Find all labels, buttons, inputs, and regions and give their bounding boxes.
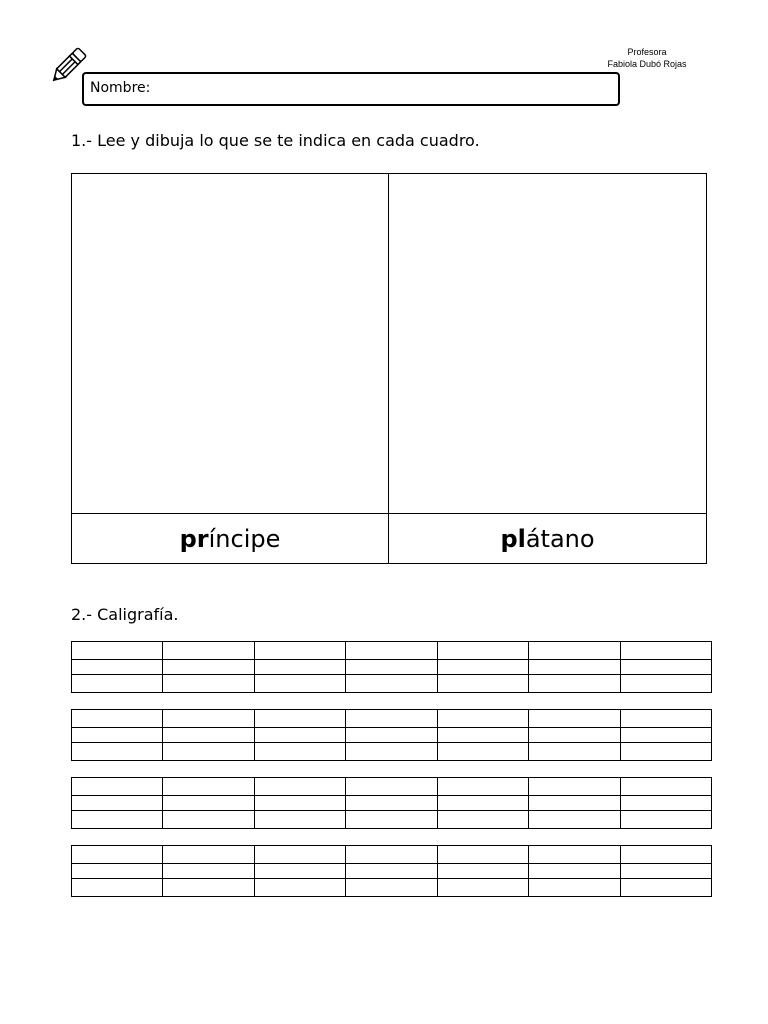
calligraphy-cell[interactable] (437, 879, 528, 897)
word-label-1 (72, 514, 389, 563)
calligraphy-cell[interactable] (72, 879, 163, 897)
calligraphy-row (72, 864, 712, 879)
word-syllable-1: pr (179, 524, 209, 553)
calligraphy-cell[interactable] (254, 796, 345, 811)
calligraphy-cell[interactable] (254, 743, 345, 761)
calligraphy-cell[interactable] (437, 796, 528, 811)
word-label-2 (389, 514, 706, 563)
calligraphy-cell[interactable] (163, 864, 254, 879)
calligraphy-row (72, 710, 712, 728)
calligraphy-cell[interactable] (254, 879, 345, 897)
calligraphy-cell[interactable] (529, 811, 620, 829)
calligraphy-grid (71, 845, 712, 897)
calligraphy-row (72, 728, 712, 743)
calligraphy-cell[interactable] (346, 675, 437, 693)
calligraphy-cell[interactable] (163, 710, 254, 728)
calligraphy-cell[interactable] (346, 796, 437, 811)
calligraphy-cell[interactable] (620, 879, 711, 897)
calligraphy-cell[interactable] (163, 846, 254, 864)
calligraphy-cell[interactable] (346, 811, 437, 829)
calligraphy-cell[interactable] (529, 846, 620, 864)
calligraphy-cell[interactable] (437, 710, 528, 728)
calligraphy-cell[interactable] (72, 660, 163, 675)
calligraphy-cell[interactable] (72, 743, 163, 761)
calligraphy-cell[interactable] (620, 864, 711, 879)
exercise2-instruction: 2.- Caligrafía. (71, 605, 179, 624)
calligraphy-cell[interactable] (529, 728, 620, 743)
calligraphy-cell[interactable] (72, 846, 163, 864)
calligraphy-row (72, 743, 712, 761)
calligraphy-row (72, 879, 712, 897)
calligraphy-grid (71, 777, 712, 829)
calligraphy-cell[interactable] (254, 846, 345, 864)
calligraphy-cell[interactable] (437, 728, 528, 743)
calligraphy-cell[interactable] (163, 675, 254, 693)
calligraphy-cell[interactable] (72, 811, 163, 829)
calligraphy-cell[interactable] (620, 710, 711, 728)
calligraphy-row (72, 660, 712, 675)
calligraphy-row (72, 778, 712, 796)
name-field[interactable] (82, 72, 620, 106)
calligraphy-cell[interactable] (163, 660, 254, 675)
calligraphy-cell[interactable] (72, 864, 163, 879)
drawing-table (71, 173, 707, 564)
calligraphy-cell[interactable] (254, 728, 345, 743)
calligraphy-cell[interactable] (163, 743, 254, 761)
calligraphy-cell[interactable] (346, 846, 437, 864)
calligraphy-row (72, 811, 712, 829)
calligraphy-cell[interactable] (529, 796, 620, 811)
calligraphy-cell[interactable] (529, 675, 620, 693)
calligraphy-cell[interactable] (620, 743, 711, 761)
teacher-name: Fabiola Dubó Rojas (607, 59, 687, 69)
drawing-box-2[interactable] (389, 174, 706, 514)
calligraphy-cell[interactable] (437, 811, 528, 829)
calligraphy-cell[interactable] (254, 660, 345, 675)
calligraphy-cell[interactable] (529, 743, 620, 761)
word-rest-2: átano (525, 524, 595, 553)
calligraphy-cell[interactable] (437, 675, 528, 693)
calligraphy-cell[interactable] (254, 675, 345, 693)
calligraphy-cell[interactable] (346, 743, 437, 761)
exercise1-instruction: 1.- Lee y dibuja lo que se te indica en cada cuadro. (71, 131, 480, 150)
calligraphy-cell[interactable] (620, 846, 711, 864)
calligraphy-cell[interactable] (620, 778, 711, 796)
calligraphy-cell[interactable] (529, 660, 620, 675)
teacher-credit (600, 46, 694, 70)
calligraphy-cell[interactable] (163, 728, 254, 743)
calligraphy-cell[interactable] (620, 675, 711, 693)
calligraphy-cell[interactable] (163, 642, 254, 660)
calligraphy-cell[interactable] (254, 710, 345, 728)
calligraphy-cell[interactable] (163, 796, 254, 811)
calligraphy-cell[interactable] (437, 743, 528, 761)
calligraphy-cell[interactable] (346, 879, 437, 897)
word-rest-1: íncipe (208, 524, 281, 553)
calligraphy-cell[interactable] (346, 728, 437, 743)
calligraphy-cell[interactable] (529, 778, 620, 796)
teacher-title: Profesora (627, 47, 667, 57)
calligraphy-cell[interactable] (346, 660, 437, 675)
calligraphy-cell[interactable] (437, 846, 528, 864)
calligraphy-cell[interactable] (163, 879, 254, 897)
calligraphy-cell[interactable] (72, 710, 163, 728)
calligraphy-cell[interactable] (437, 642, 528, 660)
calligraphy-cell[interactable] (529, 642, 620, 660)
calligraphy-row (72, 675, 712, 693)
calligraphy-cell[interactable] (529, 710, 620, 728)
calligraphy-cell[interactable] (163, 778, 254, 796)
calligraphy-cell[interactable] (346, 778, 437, 796)
calligraphy-cell[interactable] (163, 811, 254, 829)
calligraphy-cell[interactable] (346, 864, 437, 879)
calligraphy-cell[interactable] (346, 710, 437, 728)
calligraphy-cell[interactable] (254, 778, 345, 796)
calligraphy-row (72, 642, 712, 660)
calligraphy-cell[interactable] (72, 778, 163, 796)
calligraphy-cell[interactable] (437, 864, 528, 879)
calligraphy-cell[interactable] (529, 864, 620, 879)
calligraphy-cell[interactable] (254, 642, 345, 660)
calligraphy-cell[interactable] (346, 642, 437, 660)
drawing-box-1[interactable] (72, 174, 389, 514)
calligraphy-cell[interactable] (254, 811, 345, 829)
calligraphy-cell[interactable] (254, 864, 345, 879)
calligraphy-row (72, 846, 712, 864)
calligraphy-cell[interactable] (620, 796, 711, 811)
calligraphy-cell[interactable] (72, 796, 163, 811)
calligraphy-cell[interactable] (620, 811, 711, 829)
calligraphy-row (72, 796, 712, 811)
name-label: Nombre: (90, 80, 151, 96)
word-syllable-2: pl (500, 524, 526, 553)
calligraphy-cell[interactable] (72, 728, 163, 743)
calligraphy-cell[interactable] (437, 778, 528, 796)
calligraphy-cell[interactable] (620, 728, 711, 743)
calligraphy-cell[interactable] (620, 642, 711, 660)
calligraphy-cell[interactable] (437, 660, 528, 675)
calligraphy-grid (71, 709, 712, 761)
calligraphy-cell[interactable] (620, 660, 711, 675)
calligraphy-cell[interactable] (72, 675, 163, 693)
calligraphy-cell[interactable] (72, 642, 163, 660)
calligraphy-cell[interactable] (529, 879, 620, 897)
calligraphy-grid (71, 641, 712, 693)
